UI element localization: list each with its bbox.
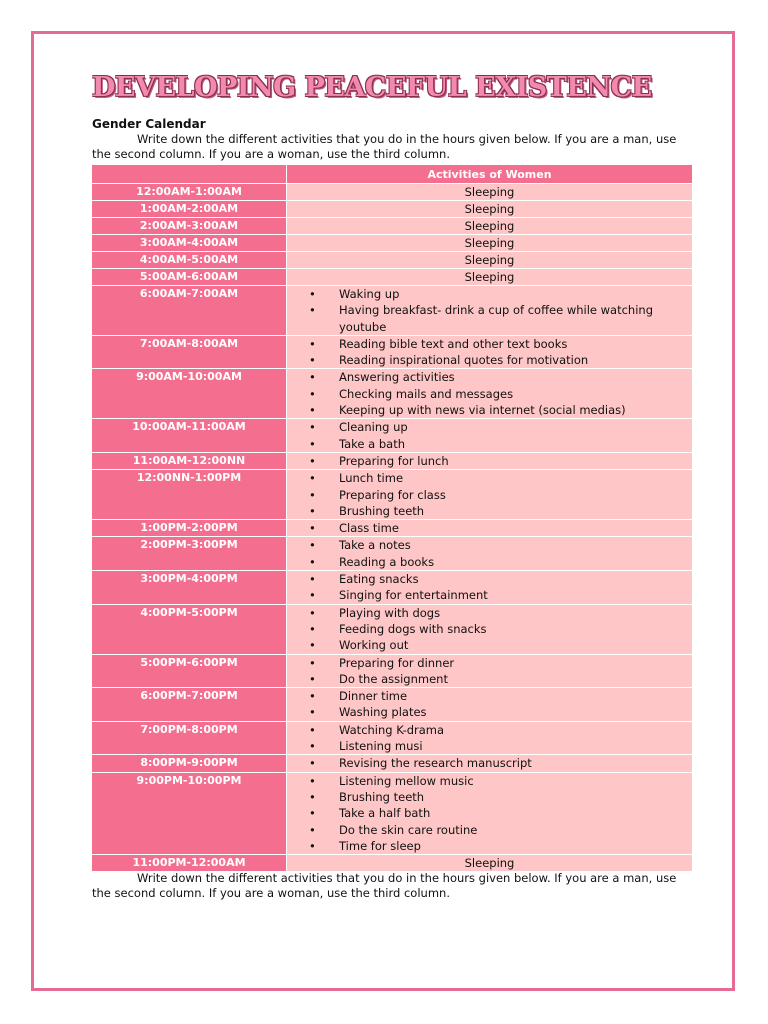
activities-cell: Sleeping [287, 201, 693, 218]
activity-list [287, 605, 692, 654]
activities-cell [287, 604, 693, 654]
table-row [92, 755, 693, 772]
table-body [92, 184, 693, 872]
activity-list-item [309, 470, 692, 486]
instructions-text-bottom: Write down the different activities that you do in the hours given below. If you are a man, use the second column. If you are a woman, use the third column. [92, 871, 677, 900]
activity-list-item [309, 773, 692, 789]
activity-text: Checking mails and messages [339, 386, 514, 401]
activity-list-item [309, 369, 692, 385]
activity-list-item [309, 805, 692, 821]
table-row [92, 369, 693, 419]
activity-text: Preparing for dinner [339, 655, 455, 670]
activities-cell: Sleeping [287, 184, 693, 201]
table-row [92, 654, 693, 688]
activity-text: Do the assignment [339, 671, 448, 686]
table-row [92, 235, 693, 252]
page-title: DEVELOPING PEACEFUL EXISTENCE [92, 72, 652, 103]
time-slot-cell: 4:00PM-5:00PM [92, 604, 287, 654]
activity-text: Do the skin care routine [339, 822, 478, 837]
bullet-icon: • [309, 822, 316, 837]
bullet-icon: • [309, 403, 316, 418]
activity-list [287, 369, 692, 418]
instructions-text: Write down the different activities that you do in the hours given below. If you are a man, use the second column. If you are a woman, use the third column. [92, 132, 677, 161]
activity-list-item [309, 537, 692, 553]
activity-text: Having breakfast- drink a cup of coffee while watching youtube [339, 303, 653, 334]
bullet-icon: • [309, 503, 316, 518]
activity-list [287, 688, 692, 721]
header-time-cell [92, 165, 287, 184]
bullet-icon: • [309, 605, 316, 620]
bullet-icon: • [309, 572, 316, 587]
time-slot-cell: 8:00PM-9:00PM [92, 755, 287, 772]
time-slot-cell: 3:00AM-4:00AM [92, 235, 287, 252]
time-slot-cell: 7:00AM-8:00AM [92, 335, 287, 369]
table-row [92, 419, 693, 453]
activities-cell: Sleeping [287, 855, 693, 872]
bullet-icon: • [309, 588, 316, 603]
activity-list-item [309, 302, 692, 335]
table-header-row [92, 165, 693, 184]
time-slot-cell: 6:00PM-7:00PM [92, 688, 287, 722]
activity-text: Take a notes [339, 538, 411, 553]
table-row [92, 855, 693, 872]
activity-list-item [309, 554, 692, 570]
activity-text: Preparing for class [339, 487, 446, 502]
activity-text: Class time [339, 521, 399, 536]
table-row [92, 335, 693, 369]
bullet-icon: • [309, 303, 316, 318]
instructions-top [92, 132, 692, 162]
table-row [92, 269, 693, 286]
table-row [92, 184, 693, 201]
time-slot-cell: 11:00AM-12:00NN [92, 452, 287, 469]
bullet-icon: • [309, 638, 316, 653]
activities-cell: Sleeping [287, 235, 693, 252]
activities-cell [287, 772, 693, 854]
table-row [92, 252, 693, 269]
time-slot-cell: 6:00AM-7:00AM [92, 286, 287, 336]
activity-list-item [309, 621, 692, 637]
bullet-icon: • [309, 386, 316, 401]
bullet-icon: • [309, 689, 316, 704]
activity-list [287, 286, 692, 335]
bullet-icon: • [309, 287, 316, 301]
table-row [92, 470, 693, 520]
table-row [92, 286, 693, 336]
activity-text: Listening musi [339, 739, 423, 754]
activity-text: Feeding dogs with snacks [339, 621, 487, 636]
activity-text: Dinner time [339, 689, 408, 704]
time-slot-cell: 9:00AM-10:00AM [92, 369, 287, 419]
activities-cell [287, 755, 693, 772]
section-heading: Gender Calendar [92, 117, 206, 131]
activity-list-item [309, 789, 692, 805]
activity-list-item [309, 755, 692, 771]
activity-list-item [309, 503, 692, 519]
table-row [92, 452, 693, 469]
activity-list-item [309, 419, 692, 435]
bullet-icon: • [309, 705, 316, 720]
activity-list-item [309, 704, 692, 720]
bullet-icon: • [309, 739, 316, 754]
activity-text: Waking up [339, 287, 400, 301]
activity-list-item [309, 637, 692, 653]
activity-list [287, 537, 692, 570]
activity-list [287, 773, 692, 854]
activities-cell [287, 369, 693, 419]
activity-text: Lunch time [339, 471, 404, 486]
table-row [92, 604, 693, 654]
activity-list-item [309, 605, 692, 621]
bullet-icon: • [309, 453, 316, 468]
activity-list-item [309, 722, 692, 738]
bullet-icon: • [309, 722, 316, 737]
table-row [92, 721, 693, 755]
activities-cell: Sleeping [287, 269, 693, 286]
time-slot-cell: 3:00PM-4:00PM [92, 571, 287, 605]
activity-text: Answering activities [339, 370, 455, 385]
gender-calendar-table [91, 164, 693, 872]
activity-list [287, 655, 692, 688]
table-row [92, 201, 693, 218]
activity-list-item [309, 402, 692, 418]
activity-text: Keeping up with news via internet (social medias) [339, 403, 626, 418]
table-row [92, 772, 693, 854]
activity-list [287, 520, 692, 536]
activity-text: Playing with dogs [339, 605, 441, 620]
activity-text: Cleaning up [339, 420, 408, 435]
time-slot-cell: 11:00PM-12:00AM [92, 855, 287, 872]
activities-cell [287, 537, 693, 571]
bullet-icon: • [309, 554, 316, 569]
time-slot-cell: 12:00AM-1:00AM [92, 184, 287, 201]
activities-cell [287, 452, 693, 469]
activity-text: Brushing teeth [339, 503, 425, 518]
time-slot-cell: 2:00PM-3:00PM [92, 537, 287, 571]
activity-text: Washing plates [339, 705, 427, 720]
bullet-icon: • [309, 538, 316, 553]
activity-text: Revising the research manuscript [339, 756, 532, 771]
activity-list-item [309, 688, 692, 704]
bullet-icon: • [309, 487, 316, 502]
activity-text: Reading a books [339, 554, 435, 569]
time-slot-cell: 4:00AM-5:00AM [92, 252, 287, 269]
activity-text: Watching K-drama [339, 722, 445, 737]
activity-list [287, 336, 692, 369]
activity-text: Working out [339, 638, 409, 653]
activity-list-item [309, 436, 692, 452]
header-activities-women: Activities of Women [287, 165, 693, 184]
time-slot-cell: 1:00PM-2:00PM [92, 520, 287, 537]
activity-list-item [309, 352, 692, 368]
table-row [92, 537, 693, 571]
activity-list-item [309, 386, 692, 402]
table-row [92, 218, 693, 235]
time-slot-cell: 7:00PM-8:00PM [92, 721, 287, 755]
table-row [92, 571, 693, 605]
activity-list-item [309, 453, 692, 469]
activity-text: Listening mellow music [339, 773, 474, 788]
activity-text: Take a half bath [339, 806, 431, 821]
activity-text: Time for sleep [339, 838, 421, 853]
activity-text: Eating snacks [339, 572, 419, 587]
activity-list-item [309, 286, 692, 302]
activity-list-item [309, 336, 692, 352]
activities-cell [287, 286, 693, 336]
activity-text: Preparing for lunch [339, 453, 449, 468]
activities-cell: Sleeping [287, 218, 693, 235]
activity-list-item [309, 571, 692, 587]
activity-list-item [309, 822, 692, 838]
time-slot-cell: 2:00AM-3:00AM [92, 218, 287, 235]
activity-list [287, 453, 692, 469]
activity-list-item [309, 655, 692, 671]
activities-cell [287, 721, 693, 755]
activities-cell [287, 688, 693, 722]
activity-list [287, 722, 692, 755]
bullet-icon: • [309, 773, 316, 788]
time-slot-cell: 12:00NN-1:00PM [92, 470, 287, 520]
activity-list-item [309, 520, 692, 536]
bullet-icon: • [309, 471, 316, 486]
activities-cell [287, 470, 693, 520]
activity-text: Take a bath [339, 436, 405, 451]
activity-list [287, 419, 692, 452]
bullet-icon: • [309, 756, 316, 771]
bullet-icon: • [309, 370, 316, 385]
bullet-icon: • [309, 789, 316, 804]
activity-text: Reading inspirational quotes for motivation [339, 353, 589, 368]
activities-cell [287, 654, 693, 688]
activities-cell [287, 335, 693, 369]
activity-text: Singing for entertainment [339, 588, 488, 603]
activity-list-item [309, 738, 692, 754]
activity-list [287, 470, 692, 519]
time-slot-cell: 9:00PM-10:00PM [92, 772, 287, 854]
activities-cell: Sleeping [287, 252, 693, 269]
bullet-icon: • [309, 353, 316, 368]
activities-cell [287, 419, 693, 453]
bullet-icon: • [309, 521, 316, 536]
activity-list [287, 571, 692, 604]
bullet-icon: • [309, 671, 316, 686]
activity-text: Brushing teeth [339, 789, 425, 804]
activity-list-item [309, 587, 692, 603]
activities-cell [287, 520, 693, 537]
activity-list [287, 755, 692, 771]
bullet-icon: • [309, 806, 316, 821]
bullet-icon: • [309, 621, 316, 636]
activity-text: Reading bible text and other text books [339, 336, 568, 351]
time-slot-cell: 1:00AM-2:00AM [92, 201, 287, 218]
bullet-icon: • [309, 655, 316, 670]
bullet-icon: • [309, 436, 316, 451]
instructions-bottom [92, 871, 692, 901]
bullet-icon: • [309, 336, 316, 351]
table-row [92, 520, 693, 537]
time-slot-cell: 5:00PM-6:00PM [92, 654, 287, 688]
time-slot-cell: 5:00AM-6:00AM [92, 269, 287, 286]
activity-list-item [309, 487, 692, 503]
time-slot-cell: 10:00AM-11:00AM [92, 419, 287, 453]
bullet-icon: • [309, 420, 316, 435]
activity-list-item [309, 838, 692, 854]
activities-cell [287, 571, 693, 605]
activity-list-item [309, 671, 692, 687]
table-row [92, 688, 693, 722]
bullet-icon: • [309, 838, 316, 853]
